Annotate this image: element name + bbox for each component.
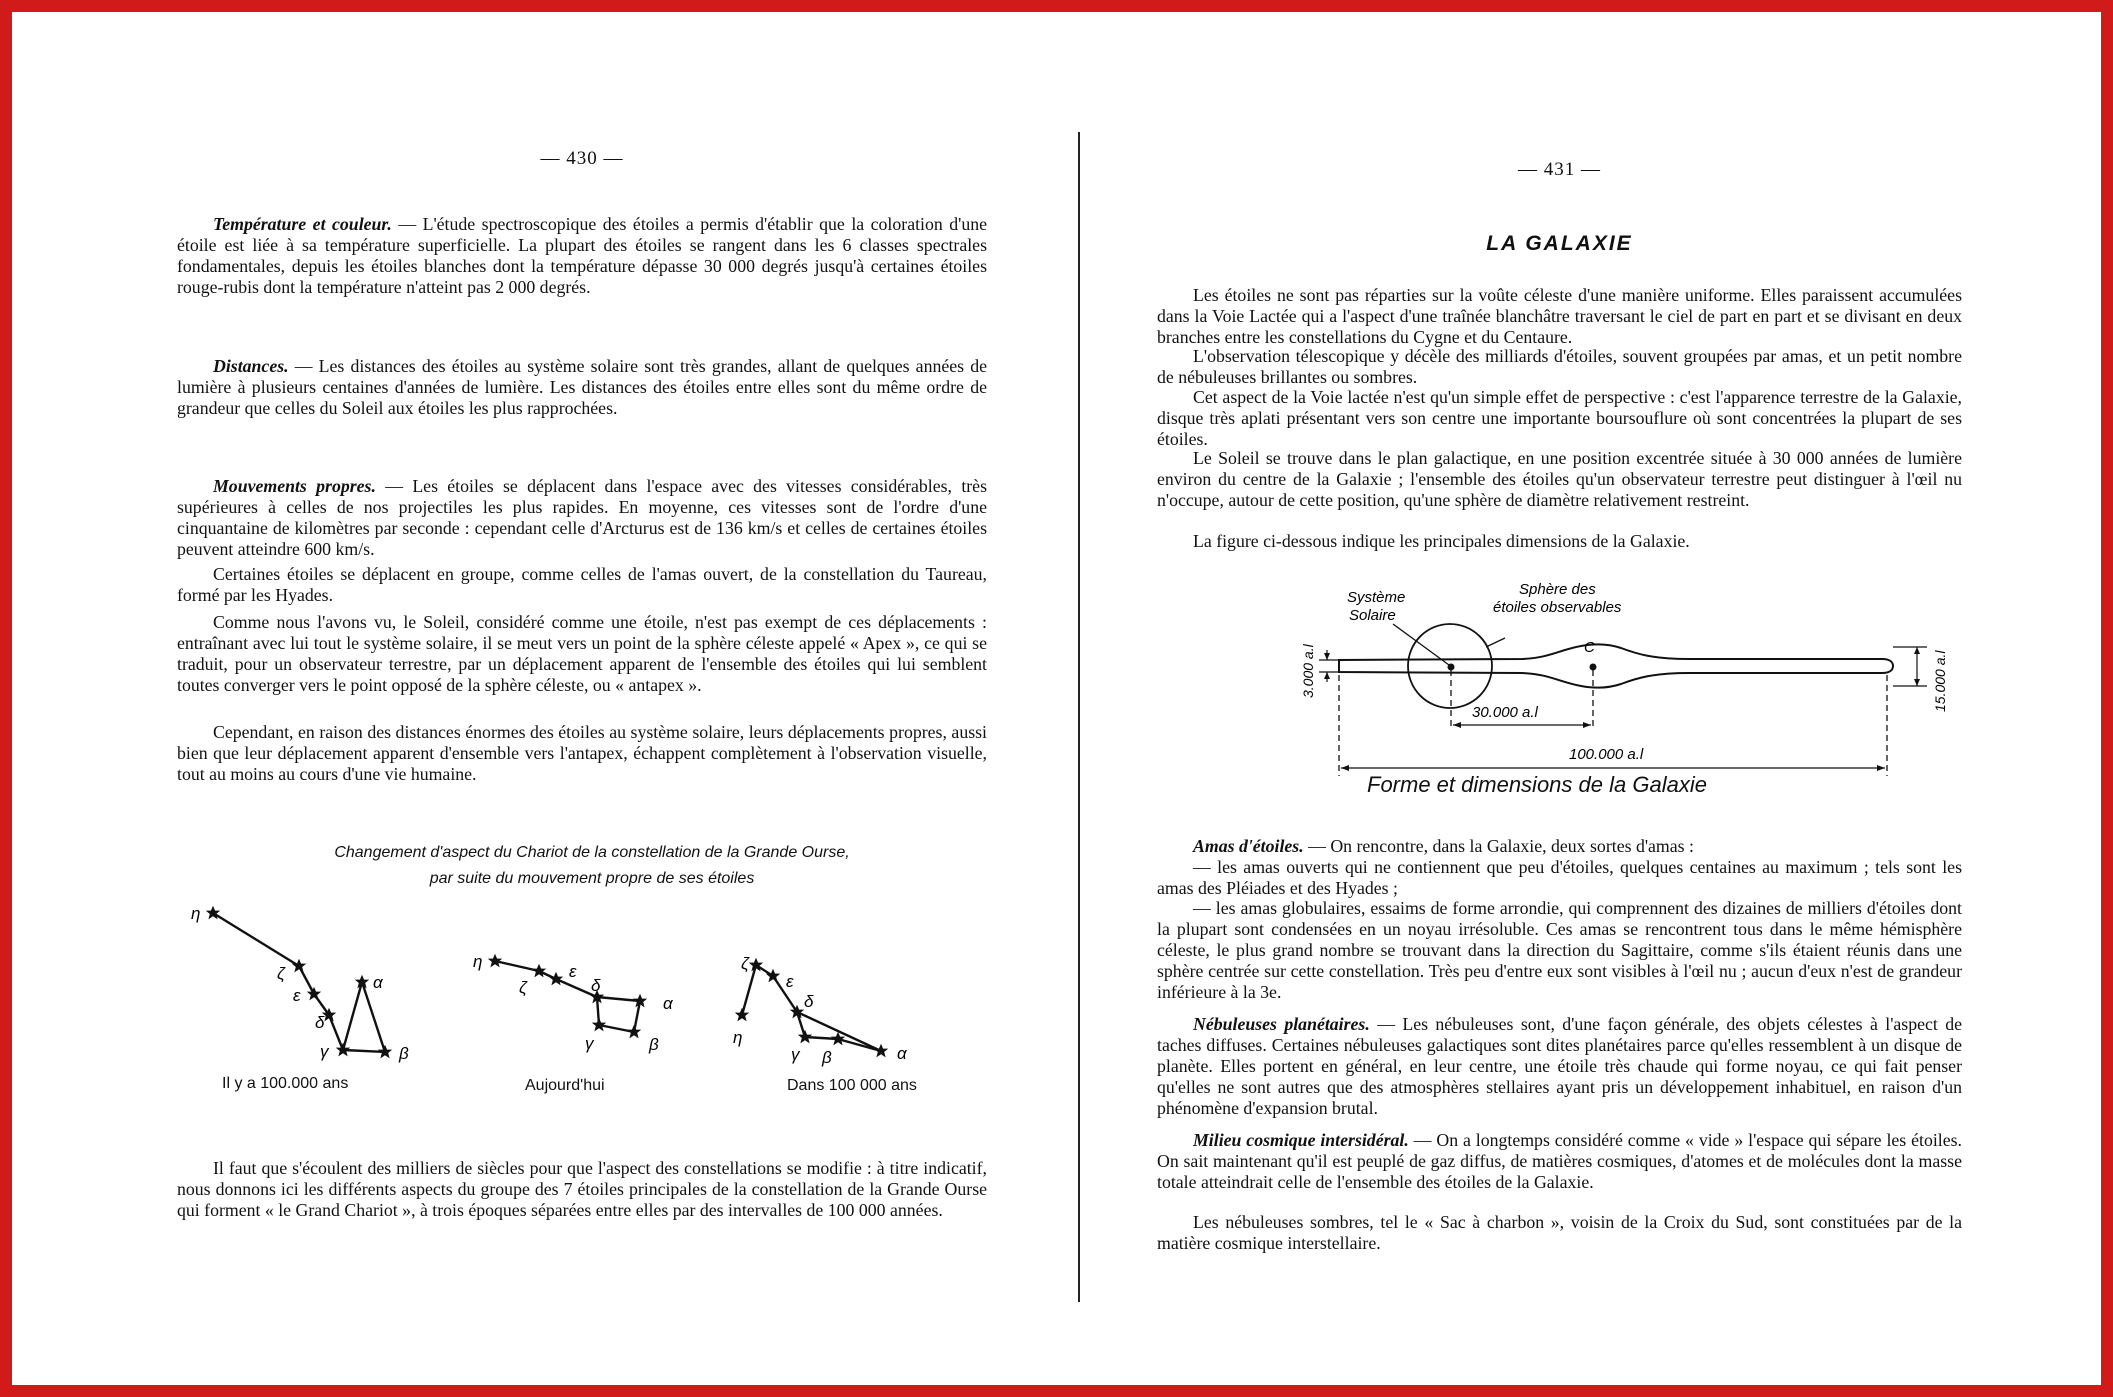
paragraph-text: Cet aspect de la Voie lactée n'est qu'un simple effet de perspective : c'est l'apparence terrestre de la Galaxie, disque très aplati présentant vers son centre une importante boursouflure où sont concentrées la plupart de ses étoiles. — [1157, 387, 1962, 449]
paragraph-text: — Les étoiles se déplacent dans l'espace avec des vitesses considérables, très supérieures à celles de nos projectiles les plus rapides. En moyenne, ces vitesses sont de l'ordre d'une cinquantaine de kilomètres par seconde : cependant celle d'Arcturus est de 136 km/s et celles de certaines étoiles peuvent atteindre 600 km/s. — [177, 476, 987, 559]
paragraph-text: — On a longtemps considéré comme « vide » l'espace qui sépare les étoiles. On sait maintenant qu'il est peuplé de gaz diffus, de matières cosmiques, d'atomes et de molécules dont la masse totale atteindrait celle de l'ensemble des étoiles de la Galaxie. — [1157, 1130, 1962, 1192]
paragraph-apex — [177, 612, 987, 696]
caption-line-2: par suite du mouvement propre de ses étoiles — [429, 870, 755, 887]
label-zeta: ζ — [741, 954, 749, 973]
paragraph-temperature — [177, 214, 987, 298]
star-eta — [488, 954, 502, 968]
paragraph-text: — les amas ouverts qui ne contiennent que peu d'étoiles, quelques centaines au maximum ; tels sont les amas des Pléiades et des Hyades ; — [1157, 857, 1962, 898]
page-title: LA GALAXIE — [1486, 232, 1633, 255]
paragraph-groupes — [177, 564, 987, 606]
label-alpha: α — [897, 1044, 907, 1063]
run-in-heading: Milieu cosmique intersidéral. — [1193, 1130, 1409, 1150]
page-number: — 431 — — [1518, 159, 1601, 180]
label-delta: δ — [804, 992, 814, 1011]
run-in-heading: Distances. — [213, 356, 289, 376]
galaxy-figure-caption: Forme et dimensions de la Galaxie — [1367, 772, 1707, 797]
star-gamma — [592, 1018, 606, 1032]
panel-label-past: Il y a 100.000 ans — [222, 1075, 349, 1092]
label-eta: η — [733, 1028, 743, 1047]
page-number: — 430 — — [540, 148, 624, 169]
label-epsilon: ε — [569, 962, 577, 981]
run-in-heading: Amas d'étoiles. — [1193, 836, 1304, 856]
label-beta: β — [649, 1035, 659, 1054]
paragraph-text: Cependant, en raison des distances énormes des étoiles au système solaire, leurs déplacements propres, aussi bien que leur déplacement apparent d'ensemble vers l'antapex, échappent complètement à l'observation visuelle, tout au moins au cours d'une vie humaine. — [177, 722, 987, 784]
paragraph-text: — Les nébuleuses sont, d'une façon générale, des objets célestes à l'aspect de taches diffuses. Certaines nébuleuses galactiques sont dites planétaires parce qu'elles ressemblent à un disque de planète. Elles portent en général, en leur centre, une étoile très chaude qui forme noyau, ce qui fait penser qu'elles ne sont autres que des atmosphères stellaires ayant pris un développement inhabituel, en raison d'un phénomène d'expansion brutal. — [1157, 1014, 1962, 1118]
paragraph-text: — Les distances des étoiles au système solaire sont très grandes, allant de quelques années de lumière à plusieurs centaines d'années de lumière. Les distances des étoiles entre elles sont du même ordre de grandeur que celles du Soleil aux étoiles les plus rapprochées. — [177, 356, 987, 418]
panel-label-future: Dans 100 000 ans — [787, 1077, 917, 1094]
label-epsilon: ε — [786, 972, 794, 991]
label-epsilon: ε — [293, 986, 301, 1005]
star-eta — [735, 1008, 749, 1022]
paragraph-antapex — [177, 722, 987, 785]
label-zeta: ζ — [519, 978, 527, 997]
paragraph-nebuleuses-planetaires — [1157, 1014, 1962, 1119]
paragraph-text: Il faut que s'écoulent des milliers de siècles pour que l'aspect des constellations se modifie : à titre indicatif, nous donnons ici les différents aspects du groupe des 7 étoiles principales de la constellation de la Grande Ourse qui forment « le Grand Chariot », à trois époques séparées entre elles par des intervalles de 100 000 années. — [177, 1158, 987, 1220]
paragraph-text: — L'étude spectroscopique des étoiles a permis d'établir que la coloration d'une étoile est liée à sa température superficielle. La plupart des étoiles se rangent dans les 6 classes spectrales fondamentales, depuis les étoiles blanches dont la température dépasse 30 000 degrés jusqu'à certaines étoiles rouge-rubis dont la température n'atteint pas 2 000 degrés. — [177, 214, 988, 297]
label-alpha: α — [373, 973, 383, 992]
label-zeta: ζ — [277, 964, 285, 983]
label-gamma: γ — [320, 1042, 329, 1061]
label-delta: δ — [591, 976, 601, 995]
paragraph-text: Le Soleil se trouve dans le plan galactique, en une position excentrée située à 30 000 années de lumière environ du centre de la Galaxie ; l'ensemble des étoiles qu'un observateur terrestre peut distinguer à l'œil nu n'occupe, autour de cette position, qu'une sphère de diamètre relativement restreint. — [1157, 448, 1962, 510]
label-beta: β — [399, 1044, 409, 1063]
dim-thickness: 3.000 a.l — [1300, 644, 1316, 698]
label-eta: η — [473, 952, 483, 971]
label-sphere: Sphère des — [1519, 581, 1596, 598]
star-epsilon — [307, 987, 321, 1001]
paragraph-siecles — [177, 1158, 987, 1221]
label-delta: δ — [315, 1013, 325, 1032]
caption-line-1: Changement d'aspect du Chariot de la constellation de la Grande Ourse, — [334, 844, 850, 861]
label-solaire: Solaire — [1349, 607, 1396, 624]
paragraph-text: Comme nous l'avons vu, le Soleil, considéré comme une étoile, n'est pas exempt de ces déplacements : entraînant avec lui tout le système solaire, il se meut vers un point de la sphère céleste appelé « Apex », ce qui se traduit, pour un observateur terrestre, par un déplacement apparent de l'ensemble des étoiles qui lui semblent toutes converger vers le point opposé de la sphère céleste, ou « antapex ». — [177, 612, 987, 695]
label-alpha: α — [663, 994, 673, 1013]
paragraph-text: Certaines étoiles se déplacent en groupe, comme celles de l'amas ouvert, de la constellation du Taureau, formé par les Hyades. — [177, 564, 987, 605]
paragraph-text: Les nébuleuses sombres, tel le « Sac à charbon », voisin de la Croix du Sud, sont constituées par de la matière cosmique interstellaire. — [1157, 1212, 1962, 1253]
paragraph-observation — [1157, 346, 1962, 388]
paragraph-text: La figure ci-dessous indique les principales dimensions de la Galaxie. — [1193, 531, 1690, 551]
paragraph-text: — On rencontre, dans la Galaxie, deux sortes d'amas : — [1303, 836, 1694, 856]
paragraph-soleil — [1157, 448, 1962, 511]
paragraph-voie-lactee — [1157, 285, 1962, 348]
paragraph-text: L'observation télescopique y décèle des milliards d'étoiles, souvent groupées par amas, et un petit nombre de nébuleuses brillantes ou sombres. — [1157, 346, 1962, 387]
label-beta: β — [822, 1048, 832, 1067]
panel-label-today: Aujourd'hui — [525, 1077, 605, 1094]
paragraph-amas-ouverts — [1157, 857, 1962, 899]
figure-caption — [197, 840, 987, 892]
label-gamma: γ — [585, 1034, 594, 1053]
paragraph-distances — [177, 356, 987, 419]
paragraph-text: — les amas globulaires, essaims de forme arrondie, qui comprennent des dizaines de milliers d'étoiles dont la plupart sont condensées en un noyau irrésoluble. Ces amas se rencontrent tous dans le même hémisphère céleste, le plus grand nombre se trouvant dans la direction du Sagittaire, comme s'ils étaient réunis dans une sphère centrée sur cette constellation. Très peu d'entre eux sont visibles à l'œil nu ; aucun d'eux n'est de grandeur inférieure à la 3e. — [1157, 898, 1962, 1002]
paragraph-perspective — [1157, 387, 1962, 450]
paragraph-figure-intro — [1157, 531, 1962, 552]
panel-today — [473, 952, 674, 1054]
star-epsilon — [766, 969, 780, 983]
label-etoiles-observables: étoiles observables — [1493, 599, 1622, 616]
center-label: C — [1584, 639, 1595, 656]
page-gutter — [1078, 132, 1080, 1302]
star-zeta — [292, 959, 306, 973]
label-gamma: γ — [791, 1045, 800, 1064]
paragraph-amas — [1157, 836, 1962, 857]
dim-sun-center: 30.000 a.l — [1472, 704, 1538, 721]
paragraph-nebuleuses-sombres — [1157, 1212, 1962, 1254]
paragraph-milieu-cosmique — [1157, 1130, 1962, 1193]
panel-future — [733, 954, 908, 1067]
run-in-heading: Température et couleur. — [213, 214, 392, 234]
center-dot — [1590, 664, 1597, 671]
run-in-heading: Nébuleuses planétaires. — [1193, 1014, 1370, 1034]
label-systeme: Système — [1347, 589, 1406, 606]
star-delta — [790, 1005, 804, 1019]
paragraph-mouvements — [177, 476, 987, 560]
dim-diameter: 100.000 a.l — [1569, 746, 1644, 763]
run-in-heading: Mouvements propres. — [213, 476, 376, 496]
star-epsilon — [549, 972, 563, 986]
panel-past — [191, 904, 409, 1063]
label-eta: η — [191, 904, 201, 923]
dim-bulge: 15.000 a.l — [1932, 650, 1948, 712]
paragraph-text: Les étoiles ne sont pas réparties sur la voûte céleste d'une manière uniforme. Elles paraissent accumulées dans la Voie Lactée qui a l'aspect d'une traînée blanchâtre traversant le ciel de part en part et se divisant en deux branches entre les constellations du Cygne et du Centaure. — [1157, 285, 1962, 347]
paragraph-amas-globulaires — [1157, 898, 1962, 1003]
big-dipper-diagram — [177, 897, 987, 1067]
